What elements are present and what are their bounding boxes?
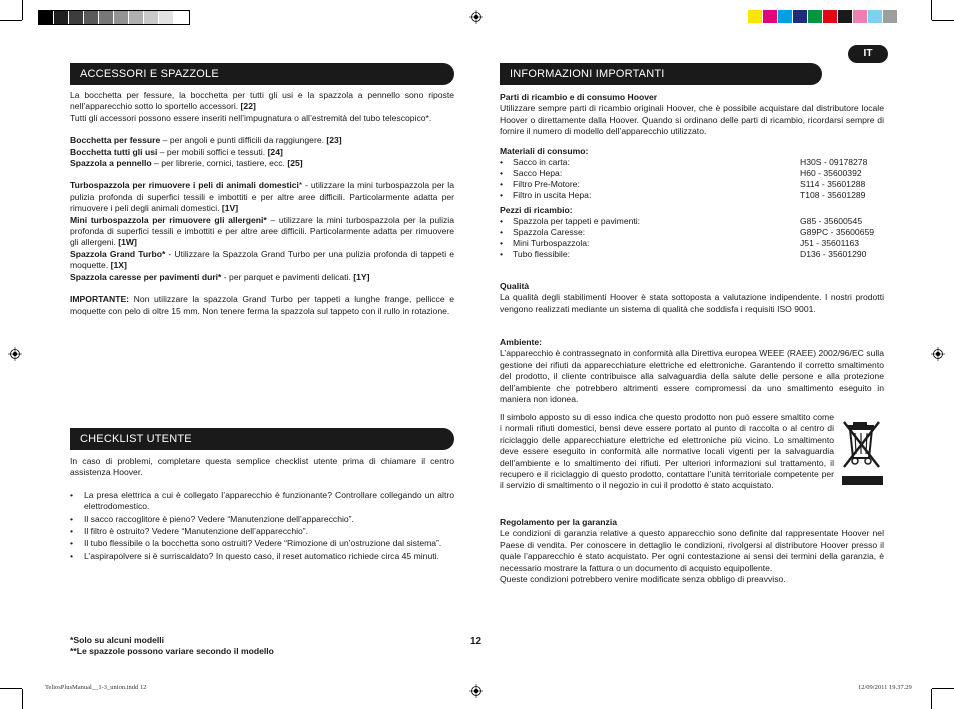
footer-filename: TeliosPlusManual__1-3_union.indd 12 [45,684,147,691]
spare-part-item [500,238,884,249]
accessori-body [70,90,454,317]
parts-text: Utilizzare sempre parti di ricambio originali Hoover, che è possibile acquistare dal distributore locale Hoover o direttamente dalla Hoover. Quando si ordinano delle parti di ricambio, ricordarsi sempre di fornire il numero di modello dell’apparecchio utilizzato. [500,103,884,137]
color-swatch [84,11,99,24]
warranty-section [500,517,884,585]
registration-mark-icon [469,684,483,698]
crop-mark [931,0,932,20]
checklist-item: • Il tubo flessibile o la bocchetta sono ostruiti? Vedere “Rimozione di un’ostruzione dal sistema”. [70,538,454,549]
accessory-ref: [23] [326,135,342,146]
color-swatch [748,10,763,23]
consumable-item [500,190,884,201]
environment-text: L’apparecchio è contrassegnato in conformità alla Direttiva europea WEEE (RAEE) 2002/96/EC sulla gestione dei rifiuti da apparecchiature elettriche ed elettroniche. Garantendo il corretto smaltimento del prodotto, il cliente contribuisce alla salvaguardia della salute delle persone e alla protezione dell’ambiente che potrebbero altrimenti essere compromessi da uno smaltimento eseguito in maniera non idonea. [500,348,884,405]
language-badge: IT [848,45,888,63]
crop-mark [931,689,932,709]
accessory-name: Spazzola a pennello [70,158,152,169]
part-code: J51 - 35601163 [800,238,860,248]
accessory-name: Bocchetta per fessure [70,135,161,146]
brush-name: Turbospazzola per rimuovere i peli di animali domestici [70,180,299,191]
accessori-intro [70,90,454,113]
section-header-accessori: ACCESSORI E SPAZZOLE [70,63,454,85]
brush-desc: - per parquet e pavimenti delicati. [221,271,354,282]
quality-heading: Qualità [500,281,530,291]
spares-section [500,205,884,260]
spare-part-item [500,249,884,260]
color-swatch [69,11,84,24]
part-code: G85 - 35600545 [800,216,863,226]
weee-crossed-bin-icon [841,418,885,486]
checklist-item: • Il filtro è ostruito? Vedere “Manutenzione dell’apparecchio”. [70,526,454,537]
consumables-list [500,157,884,201]
accessory-item [70,158,454,169]
spare-part-item [500,227,884,238]
accessory-desc: – per librerie, cornici, tastiere, ecc. [151,158,288,169]
brush-ref: [1Y] [353,271,370,282]
checklist-item: • Il sacco raccoglitore è pieno? Vedere “Manutenzione dell’apparecchio”. [70,514,454,525]
brush-desc: - Utilizzare la Spazzola Grand Turbo per una pulizia profonda di tappeti e moquette. [70,248,454,271]
color-swatch [174,11,189,24]
important-label: IMPORTANTE: [70,294,130,305]
brush-name: Mini turbospazzola per rimuovere gli allergeni* [70,214,267,225]
part-code: H60 - 35600392 [800,168,862,178]
registration-mark-icon [469,10,483,24]
brush-item [70,249,454,272]
part-name: • Sacco in carta: [500,157,800,168]
color-swatch [159,11,174,24]
color-swatch [838,10,853,23]
color-swatch [99,11,114,24]
color-swatch [808,10,823,23]
brush-list [70,180,454,283]
consumable-item [500,179,884,190]
brush-ref: [1X] [110,260,127,271]
cmyk-color-bar [748,10,898,23]
checklist-intro: In caso di problemi, completare questa semplice checklist utente prima di chiamare il centro assistenza Hoover. [70,456,454,478]
warranty-text: Le condizioni di garanzia relative a questo apparecchio sono definite dal rappresentate Hoover nel Paese di vendita. Per conoscere in dettaglio le condizioni, rivolgersi al distributore Hoover presso il quale l’apparecchio è stato acquistato. Per ogni contestazione ai sensi dei termini della garanzia, è necessario mostrare la fattura o un documento di acquisto equipollente. [500,528,884,573]
color-swatch [778,10,793,23]
part-code: S114 - 35601288 [800,179,866,189]
color-swatch [793,10,808,23]
accessory-list [70,135,454,169]
accessori-intro-text: La bocchetta per fessure, la bocchetta per tutti gli usi e la spazzola a pennello sono riposte nell’apparecchio sotto lo sportello accessori. [70,90,454,112]
spare-part-item [500,216,884,227]
consumable-item [500,157,884,168]
checklist-item: • L’aspirapolvere si è surriscaldato? In questo caso, il reset automatico richiede circa 45 minuti. [70,551,454,562]
part-name: • Spazzola per tappeti e pavimenti: [500,216,800,227]
consumable-item [500,168,884,179]
accessory-ref: [25] [287,158,303,169]
color-swatch [54,11,69,24]
brush-desc: * - utilizzare la mini turbospazzola per la pulizia profonda di superfici tessili e imbottiti e per altre aree difficili. Particolarmente adatta per rimuovere i peli degli animali domestici. [70,180,454,214]
brush-ref: [1W] [118,237,137,248]
checklist-list [70,490,454,562]
crop-mark [932,688,954,689]
part-code: H30S - 09178278 [800,157,868,167]
part-code: D136 - 35601290 [800,249,867,259]
color-swatch [883,10,898,23]
warranty-heading: Regolamento per la garanzia [500,517,618,527]
accessori-intro-ref: [22] [240,101,256,112]
part-code: G89PC - 35600659 [800,227,875,237]
part-name: • Sacco Hepa: [500,168,800,179]
important-note [70,294,454,317]
brush-desc: – utilizzare la mini turbospazzola per la pulizia profonda di superfici tessili e imbottiti e per altre aree difficili. Particolarmente adatta per rimuovere gli allergeni. [70,214,454,248]
parts-heading: Parti di ricambio e di consumo Hoover [500,92,658,102]
footer-timestamp: 12/09/2011 19.37.29 [858,684,912,691]
important-text: Non utilizzare la spazzola Grand Turbo per tappeti a lunghe frange, pellicce e moquette con pelo di oltre 15 mm. Non tenere ferma la spazzola sul tappeto con il rullo in rotazione. [70,294,454,316]
brush-item [70,272,454,283]
part-name: • Mini Turbospazzola: [500,238,800,249]
color-swatch [853,10,868,23]
brush-name: Spazzola caresse per pavimenti duri* [70,271,222,282]
brush-name: Spazzola Grand Turbo* [70,248,166,259]
page-number: 12 [470,636,482,647]
part-name: • Filtro in uscita Hepa: [500,190,800,201]
environment-heading: Ambiente: [500,337,543,347]
accessory-ref: [24] [267,146,283,157]
footnote-1: *Solo su alcuni modelli [70,635,165,645]
color-swatch [823,10,838,23]
environment-section [500,337,884,405]
accessory-desc: – per angoli e punti difficili da raggiungere. [160,135,327,146]
accessory-desc: – per mobili soffici e tessuti. [157,146,268,157]
crop-mark [932,20,954,21]
consumables-section [500,146,884,201]
registration-mark-icon [931,347,945,361]
checklist-item: • La presa elettrica a cui è collegato l’apparecchio è funzionante? Controllare collegando un altro elettrodomestico. [70,490,454,513]
spares-list [500,216,884,260]
brush-item [70,180,454,214]
accessory-item [70,135,454,146]
color-swatch [144,11,159,24]
warranty-text-2: Queste condizioni potrebbero venire modificate senza obbligo di preavviso. [500,574,786,585]
brush-ref: [1V] [221,203,239,214]
accessory-name: Bocchetta tutti gli usi [70,146,158,157]
color-swatch [763,10,778,23]
part-name: • Tubo flessibile: [500,249,800,260]
brush-item [70,215,454,249]
crop-mark [0,688,22,689]
spares-heading: Pezzi di ricambio: [500,205,573,215]
accessori-intro2: Tutti gli accessori possono essere inseriti nell’impugnatura o all’estremità del tubo telescopico*. [70,112,432,123]
footnote-2: **Le spazzole possono variare secondo il modello [70,646,274,657]
part-code: T108 - 35601289 [800,190,866,200]
registration-mark-icon [8,347,22,361]
color-swatch [39,11,54,24]
crop-mark [0,20,22,21]
part-name: • Filtro Pre-Motore: [500,179,800,190]
section-header-informazioni: INFORMAZIONI IMPORTANTI [500,63,822,85]
weee-text: Il simbolo apposto su di esso indica che questo prodotto non può essere smaltito come i normali rifiuti domestici, bensì deve essere portato al punto di raccolta o al centro di riciclaggio delle apparecchiature elettriche ed elettroniche più vicino. Lo smaltimento deve essere eseguito in conformità alle normative locali vigenti per la salvaguardia dell’ambiente e lo smaltimento dei rifiuti. Per ulteriori informazioni sul trattamento, il recupero e il riciclaggio di questo prodotto, contattare l’unità territoriale competente per il servizio di smaltimento o il negozio in cui il prodotto è stato acquistato. [500,412,834,491]
part-name: • Spazzola Caresse: [500,227,800,238]
consumables-heading: Materiali di consumo: [500,146,589,156]
footnotes [70,635,370,658]
crop-mark [22,0,23,20]
crop-mark [22,689,23,709]
color-swatch [868,10,883,23]
color-swatch [114,11,129,24]
quality-text: La qualità degli stabilimenti Hoover è stata sottoposta a valutazione indipendente. I nostri prodotti vengono realizzati mediante un sistema di qualità che soddisfa i requisiti ISO 9001. [500,292,884,314]
grayscale-color-bar [38,10,190,25]
quality-section [500,281,884,315]
checklist-body [70,456,454,563]
accessory-item [70,147,454,158]
section-header-checklist: CHECKLIST UTENTE [70,428,454,450]
color-swatch [129,11,144,24]
parts-section [500,92,884,138]
